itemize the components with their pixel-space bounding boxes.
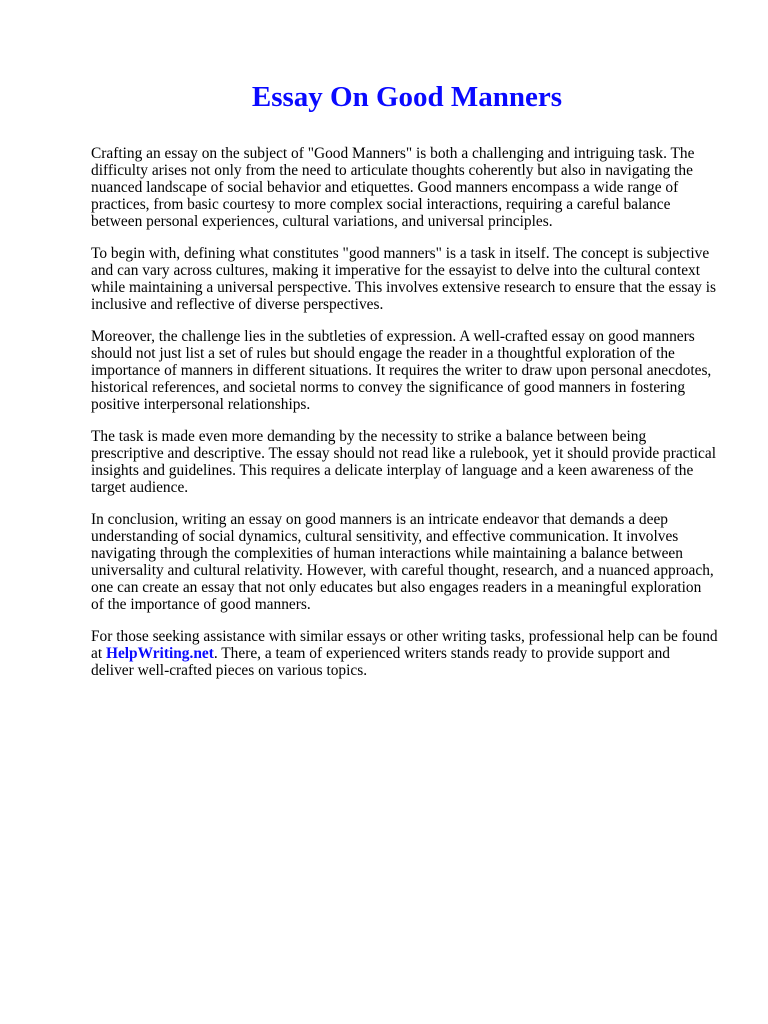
document-title: Essay On Good Manners: [251, 81, 563, 113]
paragraph-line: nuanced landscape of social behavior and etiquettes. Good manners encompass a wide range of: [91, 179, 679, 196]
paragraph-line: insights and guidelines. This requires a delicate interplay of language and a keen awareness of the: [91, 462, 694, 479]
body-paragraph: [91, 511, 731, 613]
paragraph-line: while maintaining a universal perspective. This involves extensive research to ensure that the essay is: [91, 279, 716, 296]
paragraph-line: should not just list a set of rules but should engage the reader in a thoughtful exploration of the: [91, 345, 675, 362]
body-paragraph: [91, 245, 731, 313]
paragraph-line: understanding of social dynamics, cultural sensitivity, and effective communication. It involves: [91, 528, 679, 545]
paragraph-line: and can vary across cultures, making it imperative for the essayist to delve into the cultural context: [91, 262, 701, 279]
link-suffix: . There, a team of experienced writers stands ready to provide support and: [213, 645, 671, 662]
paragraph-list: [91, 145, 731, 613]
paragraph-line: universality and cultural relativity. However, with careful thought, research, and a nuanced approach,: [91, 562, 714, 579]
document-body: [91, 145, 731, 694]
paragraph-line: prescriptive and descriptive. The essay should not read like a rulebook, yet it should provide practical: [91, 445, 716, 462]
paragraph-line: deliver well-crafted pieces on various topics.: [91, 662, 368, 679]
paragraph-line: one can create an essay that not only educates but also engages readers in a meaningful exploration: [91, 579, 702, 596]
paragraph-line: target audience.: [91, 479, 189, 496]
body-paragraph: [91, 428, 731, 496]
body-paragraph: [91, 145, 731, 230]
paragraph-line: To begin with, defining what constitutes "good manners" is a task in itself. The concept is subjective: [91, 245, 710, 262]
body-paragraph: [91, 328, 731, 413]
closing-paragraph: [91, 628, 731, 679]
paragraph-line: practices, from basic courtesy to more complex social interactions, requiring a careful balance: [91, 196, 671, 213]
paragraph-line: For those seeking assistance with similar essays or other writing tasks, professional help can be found: [91, 628, 718, 645]
paragraph-line: navigating through the complexities of human interactions while maintaining a balance between: [91, 545, 683, 562]
paragraph-line: positive interpersonal relationships.: [91, 396, 311, 413]
paragraph-line: between personal experiences, cultural variations, and universal principles.: [91, 213, 553, 230]
paragraph-line: inclusive and reflective of diverse perspectives.: [91, 296, 384, 313]
link-prefix: at: [91, 645, 106, 662]
paragraph-line: In conclusion, writing an essay on good manners is an intricate endeavor that demands a deep: [91, 511, 668, 528]
paragraph-line: importance of manners in different situations. It requires the writer to draw upon personal anecdotes,: [91, 362, 712, 379]
paragraph-line: historical references, and societal norms to convey the significance of good manners in fostering: [91, 379, 686, 396]
paragraph-line: of the importance of good manners.: [91, 596, 311, 613]
paragraph-line: [91, 645, 731, 662]
paragraph-line: The task is made even more demanding by the necessity to strike a balance between being: [91, 428, 647, 445]
paragraph-line: Moreover, the challenge lies in the subtleties of expression. A well-crafted essay on good manners: [91, 328, 695, 345]
paragraph-line: difficulty arises not only from the need to articulate thoughts coherently but also in navigating the: [91, 162, 693, 179]
helpwriting-link[interactable]: HelpWriting.net: [105, 645, 214, 662]
paragraph-line: Crafting an essay on the subject of "Good Manners" is both a challenging and intriguing task. The: [91, 145, 695, 162]
